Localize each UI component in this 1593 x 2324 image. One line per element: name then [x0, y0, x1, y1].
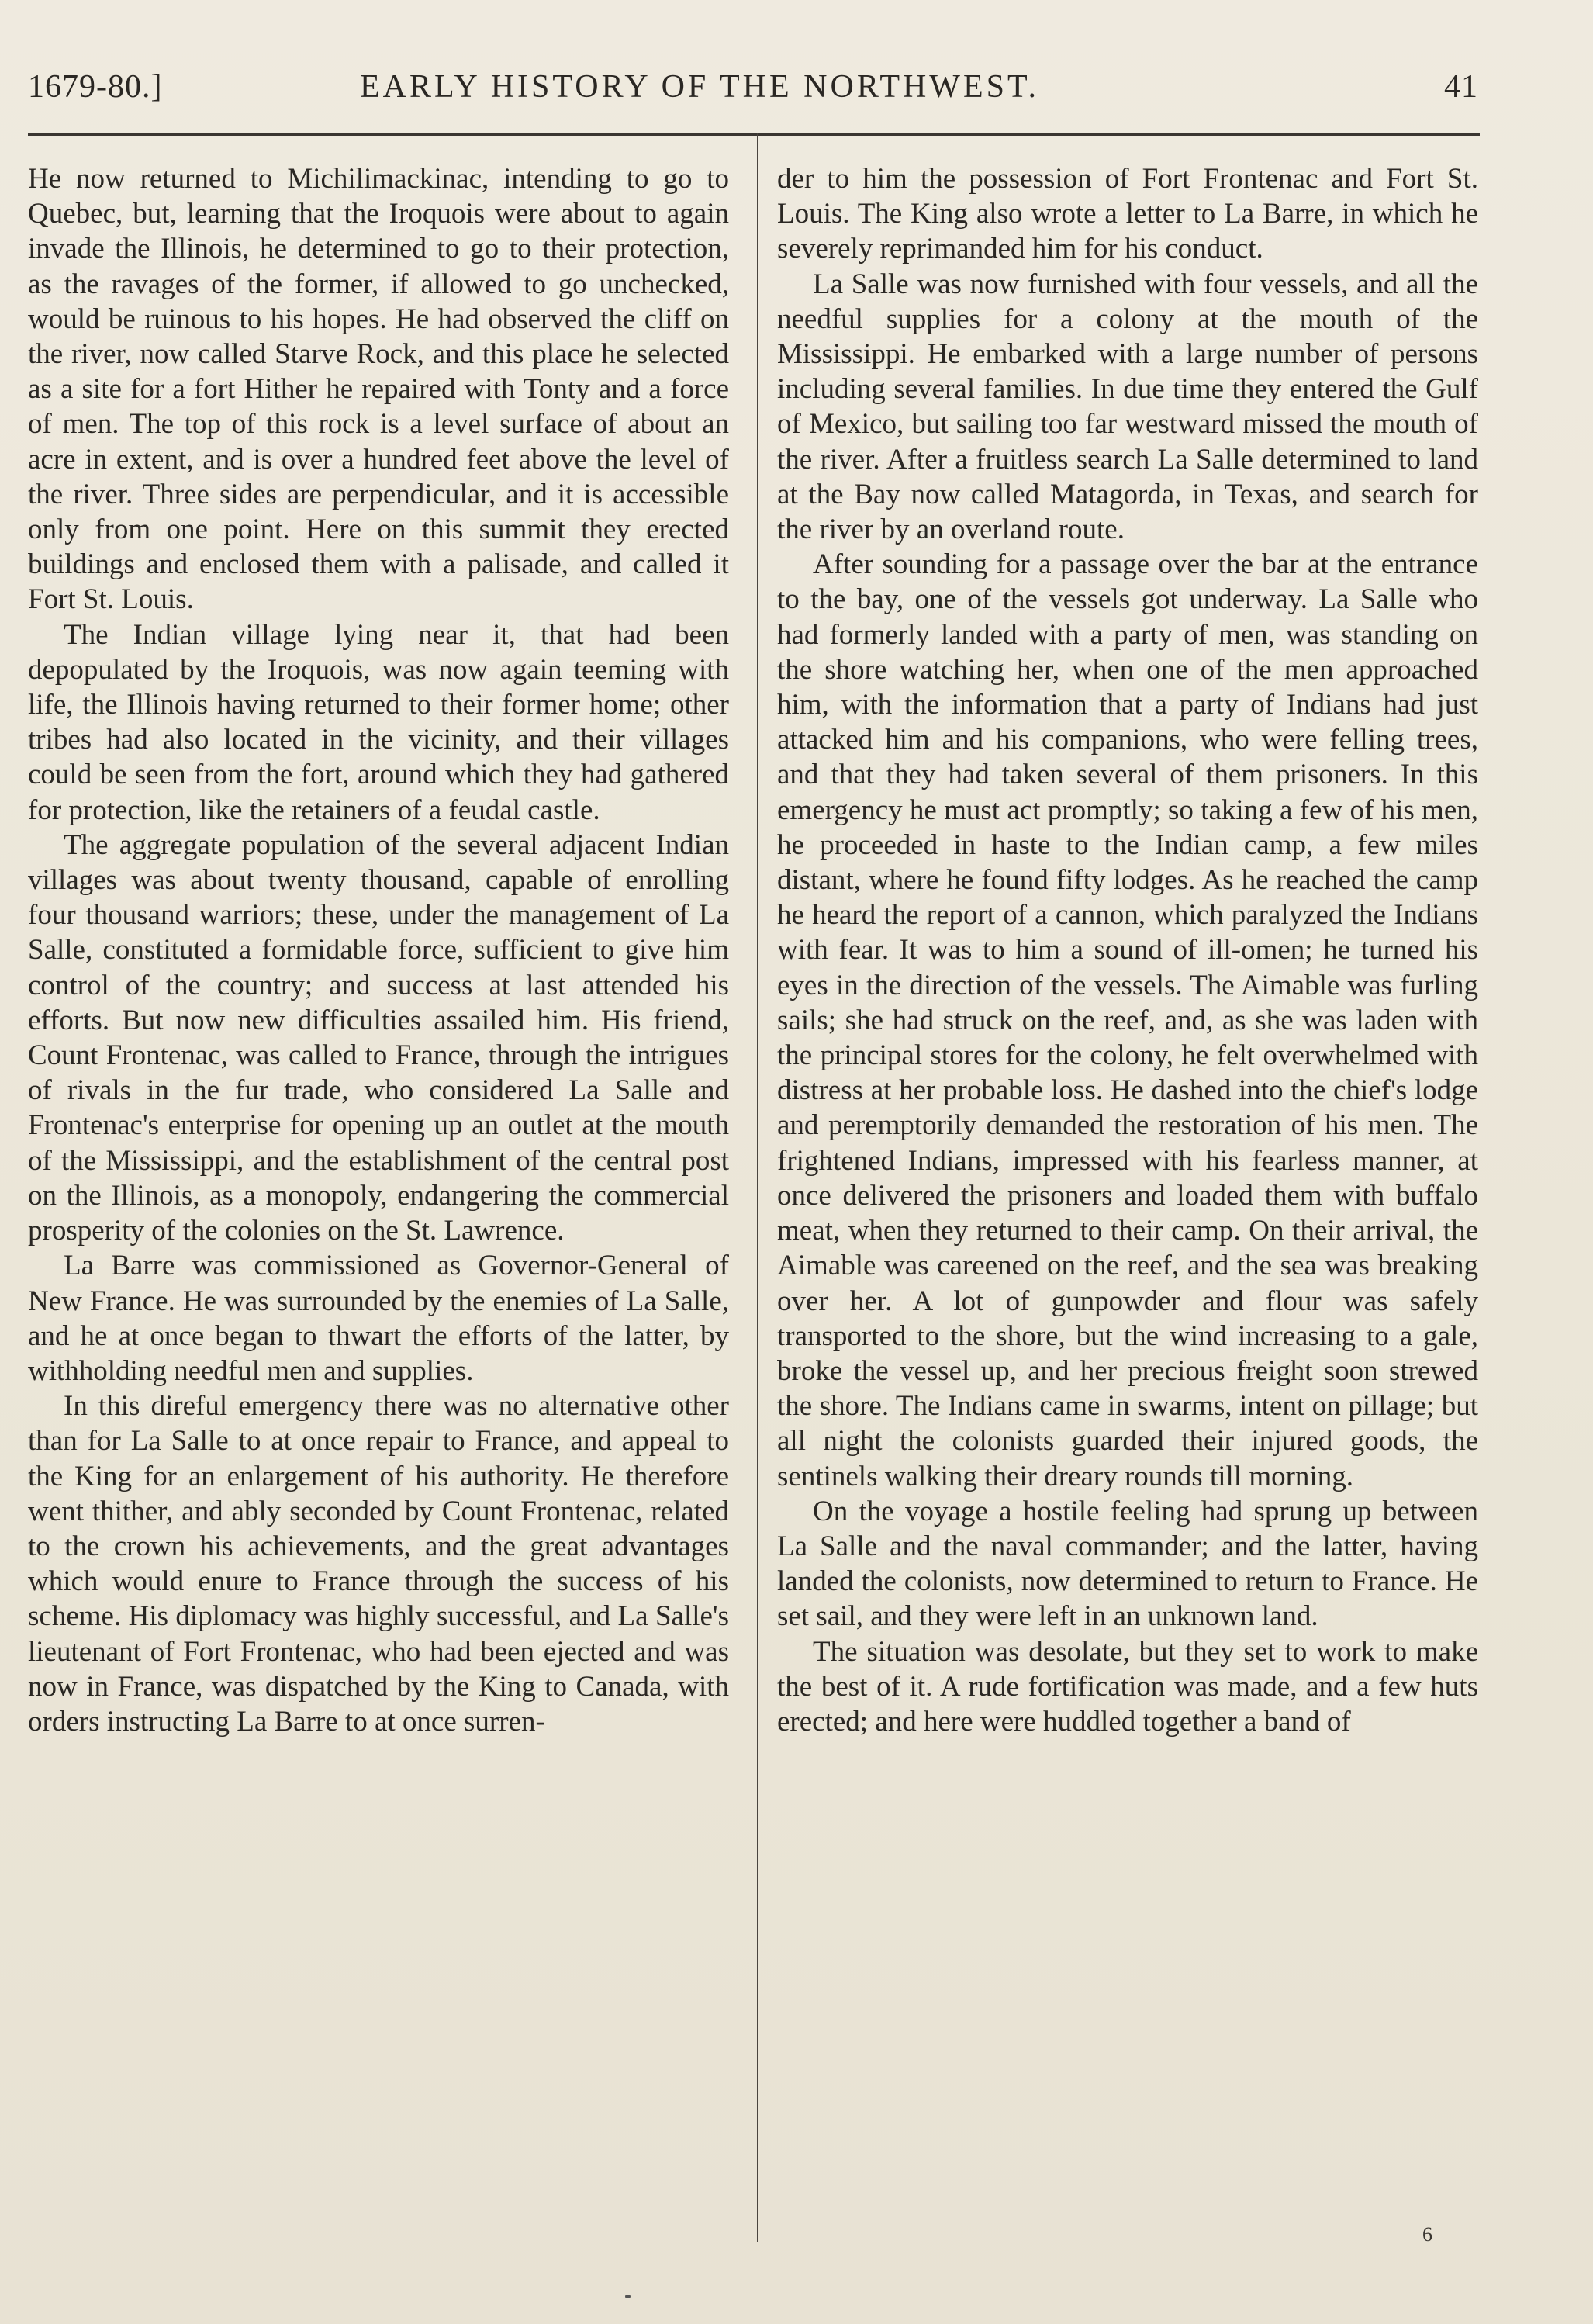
- signature-mark: 6: [1422, 2223, 1432, 2246]
- header-title: EARLY HISTORY OF THE NORTHWEST.: [360, 69, 1040, 105]
- left-column: [28, 161, 729, 1739]
- paragraph: On the voyage a hostile feeling had sprung up between La Salle and the naval commander; and the latter, having landed the colonists, now determined to return to France. He set sail, and they were left in an unknown land.: [777, 1495, 1478, 1633]
- right-column: [777, 161, 1478, 1739]
- paragraph: The Indian village lying near it, that had been depopulated by the Iroquois, was now again teeming with life, the Illinois having returned to their former home; other tribes had also located in the vicinity, and their villages could be seen from the fort, around which they had gathered for protection, like the retainers of a feudal castle.: [28, 618, 729, 826]
- header-rule: [28, 133, 1480, 136]
- paragraph: After sounding for a passage over the bar at the entrance to the bay, one of the vessels got underway. La Salle who had formerly landed with a party of men, was standing on the shore watching her, when one of the men approached him, with the information that a party of Indians had just attacked him and his companions, who were felling trees, and that they had taken several of them prisoners. In this emergency he must act promptly; so taking a few of his men, he proceeded in haste to the Indian camp, a few miles distant, where he found fifty lodges. As he reached the camp he heard the report of a cannon, which paralyzed the Indians with fear. It was to him a sound of ill-omen; he turned his eyes in the direction of the vessels. The Aimable was furling sails; she had struck on the reef, and, as she was laden with the principal stores for the colony, he felt overwhelmed with distress at her probable loss. He dashed into the chief's lodge and peremptorily demanded the restoration of his men. The frightened Indians, impressed with his fearless manner, at once delivered the prisoners and loaded them with buffalo meat, when they returned to their camp. On their arrival, the Aimable was careened on the reef, and the sea was breaking over her. A lot of gunpowder and flour was safely transported to the shore, but the wind increasing to a gale, broke the vessel up, and her precious freight soon strewed the shore. The Indians came in swarms, intent on pillage; but all night the colonists guarded their injured goods, the sentinels walking their dreary rounds till morning.: [777, 548, 1478, 1492]
- page-number: 41: [1444, 69, 1478, 105]
- paragraph: He now returned to Michilimackinac, intending to go to Quebec, but, learning that the Iroquois were about to again invade the Illinois, he determined to go to their protection, as the ravages of the former, if allowed to go unchecked, would be ruinous to his hopes. He had observed the cliff on the river, now called Starve Rock, and this place he selected as a site for a fort Hither he repaired with Tonty and a force of men. The top of this rock is a level surface of about an acre in extent, and is over a hundred feet above the level of the river. Three sides are perpendicular, and it is accessible only from one point. Here on this summit they erected buildings and enclosed them with a palisade, and called it Fort St. Louis.: [28, 163, 729, 616]
- paragraph: The aggregate population of the several adjacent Indian villages was about twenty thousand, capable of enrolling four thousand warriors; these, under the management of La Salle, constituted a formidable force, sufficient to give him control of the country; and success at last attended his efforts. But now new difficulties assailed him. His friend, Count Frontenac, was called to France, through the intrigues of rivals in the fur trade, who considered La Salle and Frontenac's enterprise for opening up an outlet at the mouth of the Mississippi, and the establishment of the central post on the Illinois, as a monopoly, endangering the commercial prosperity of the colonies on the St. Lawrence.: [28, 828, 729, 1247]
- paragraph: La Salle was now furnished with four vessels, and all the needful supplies for a colony at the mouth of the Mississippi. He embarked with a large number of persons including several families. In due time they entered the Gulf of Mexico, but sailing too far westward missed the mouth of the river. After a fruitless search La Salle determined to land at the Bay now called Matagorda, in Texas, and search for the river by an overland route.: [777, 268, 1478, 546]
- paragraph: In this direful emergency there was no alternative other than for La Salle to at once repair to France, and appeal to the King for an enlargement of his authority. He therefore went thither, and ably seconded by Count Frontenac, related to the crown his achievements, and the great advantages which would enure to France through the success of his scheme. His diplomacy was highly successful, and La Salle's lieutenant of Fort Frontenac, who had been ejected and was now in France, was dispatched by the King to Canada, with orders instructing La Barre to at once surren-: [28, 1390, 729, 1738]
- paragraph: The situation was desolate, but they set to work to make the best of it. A rude fortification was made, and a few huts erected; and here were huddled together a band of: [777, 1635, 1478, 1738]
- header-date-range: 1679-80.]: [28, 69, 163, 105]
- paragraph: La Barre was commissioned as Governor-General of New France. He was surrounded by the enemies of La Salle, and he at once began to thwart the efforts of the latter, by withholding needful men and supplies.: [28, 1250, 729, 1387]
- ink-speck: [625, 2295, 631, 2298]
- column-divider: [757, 133, 758, 2242]
- running-header: [28, 68, 1478, 115]
- paragraph: der to him the possession of Fort Frontenac and Fort St. Louis. The King also wrote a letter to La Barre, in which he severely reprimanded him for his conduct.: [777, 163, 1478, 265]
